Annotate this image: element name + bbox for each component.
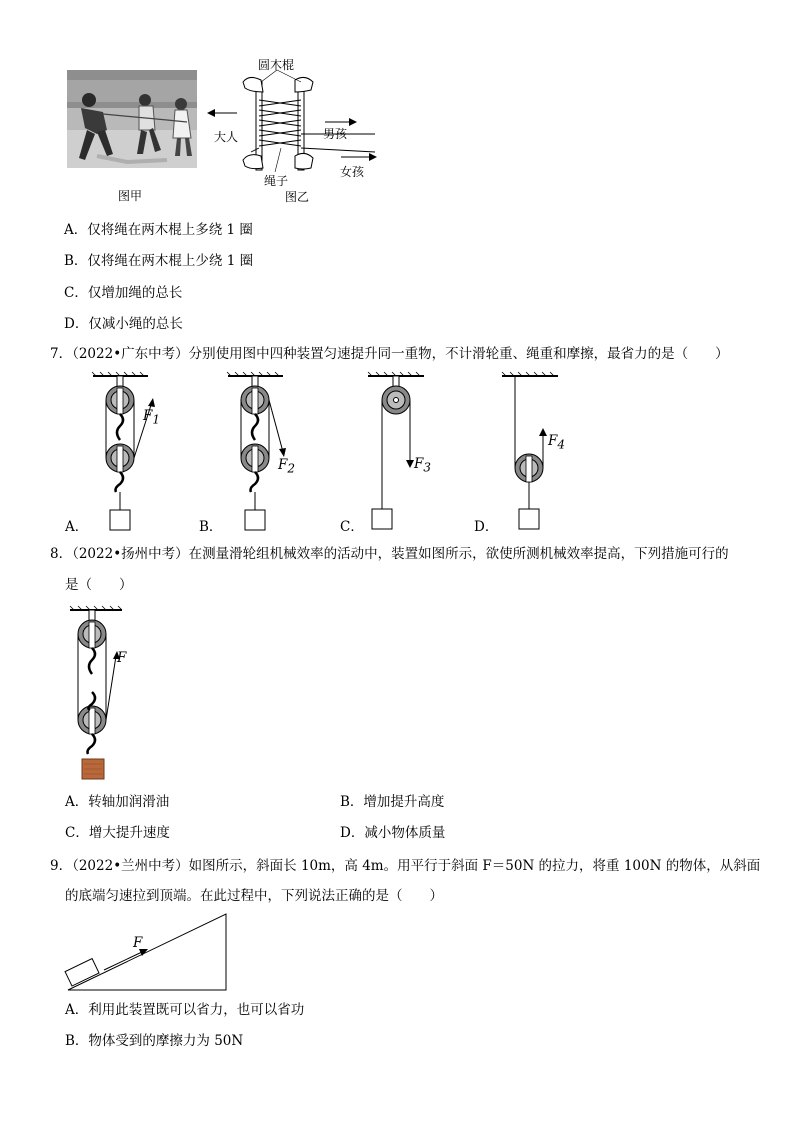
label-rope: 绳子 xyxy=(264,174,289,188)
q9-incline-figure xyxy=(66,912,230,992)
q9-force-label: F xyxy=(133,935,143,951)
q6-option-d: D．仅减小绳的总长 xyxy=(64,316,183,332)
q7-option-b: B． xyxy=(199,519,223,535)
q6-option-a: A．仅将绳在两木棍上多绕 1 圈 xyxy=(64,222,253,238)
q7-figure-b xyxy=(223,372,313,532)
q7-figure-a xyxy=(88,372,178,532)
q9-stem-line2: 的底端匀速拉到顶端。在此过程中，下列说法正确的是（ ） xyxy=(65,888,443,904)
q8-force-label: F xyxy=(117,650,127,666)
q8-option-c: C．增大提升速度 xyxy=(65,825,170,841)
q7-option-a: A． xyxy=(65,519,89,535)
q7-option-c: C． xyxy=(340,519,364,535)
q7-force-f2: $F_2$ xyxy=(278,457,296,476)
label-boy: 男孩 xyxy=(323,127,348,141)
q7-figure-c xyxy=(366,372,456,532)
q8-option-a: A．转轴加润滑油 xyxy=(65,794,170,810)
fig-yi-caption: 图乙 xyxy=(285,190,310,204)
q8-stem-line2: 是（ ） xyxy=(65,577,133,593)
q7-force-f1: $F_1$ xyxy=(143,408,161,427)
label-girl: 女孩 xyxy=(340,165,365,179)
q7-force-f4: $F_4$ xyxy=(548,433,566,452)
q9-option-b: B．物体受到的摩擦力为 50N xyxy=(65,1033,244,1049)
fig-jia-caption: 图甲 xyxy=(118,189,143,203)
label-adult: 大人 xyxy=(214,130,239,144)
q8-stem-line1: 8．（2022•扬州中考）在测量滑轮组机械效率的活动中，装置如图所示，欲使所测机械效率提高，下列措施可行的 xyxy=(50,546,729,562)
photo-tug-of-war xyxy=(67,70,197,168)
q7-stem: 7．（2022•广东中考）分别使用图中四种装置匀速提升同一重物，不计滑轮重、绳重和摩擦，最省力的是（ ） xyxy=(50,346,729,362)
q7-force-f3: $F_3$ xyxy=(414,456,432,475)
q6-option-b: B．仅将绳在两木棍上少绕 1 圈 xyxy=(64,253,254,269)
label-stick: 圆木棍 xyxy=(258,58,295,72)
q9-stem-line1: 9．（2022•兰州中考）如图所示，斜面长 10m，高 4m。用平行于斜面 F＝50N 的拉力，将重 100N 的物体，从斜面 xyxy=(50,858,761,874)
q8-option-d: D．减小物体质量 xyxy=(340,825,446,841)
q7-figure-d xyxy=(500,372,590,532)
q7-option-d: D． xyxy=(474,519,499,535)
q6-option-c: C．仅增加绳的总长 xyxy=(64,285,183,301)
q8-option-b: B．增加提升高度 xyxy=(340,794,445,810)
q8-pulley-figure xyxy=(68,606,148,782)
q9-option-a: A．利用此装置既可以省力，也可以省功 xyxy=(65,1002,305,1018)
